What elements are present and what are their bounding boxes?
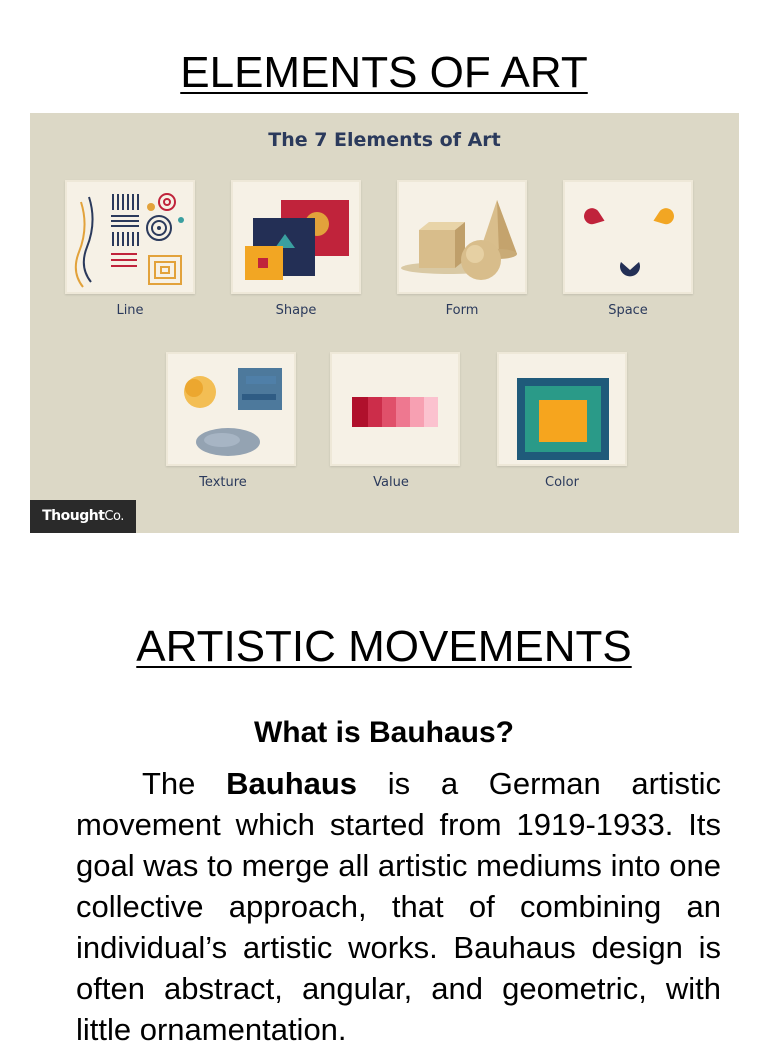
subheading: What is Bauhaus?	[253, 716, 515, 749]
infographic-title: The 7 Elements of Art	[268, 129, 501, 151]
line-card	[65, 180, 195, 294]
element-label-line: Line	[116, 303, 144, 318]
paragraph-lead: The	[142, 766, 196, 801]
texture-illustration-icon	[168, 354, 298, 468]
color-illustration-icon	[499, 354, 629, 468]
space-illustration-icon	[565, 182, 695, 296]
color-card	[497, 352, 627, 466]
value-illustration-icon	[332, 354, 462, 468]
space-card	[563, 180, 693, 294]
value-card	[330, 352, 460, 466]
texture-card	[166, 352, 296, 466]
page-title: ELEMENTS OF ART	[180, 48, 588, 97]
thoughtco-logo: ThoughtCo.	[30, 500, 136, 533]
element-label-texture: Texture	[199, 475, 247, 490]
form-illustration-icon	[399, 182, 529, 296]
element-label-form: Form	[445, 303, 479, 318]
section-heading: ARTISTIC MOVEMENTS	[136, 622, 632, 671]
element-label-color: Color	[545, 475, 579, 490]
line-illustration-icon	[67, 182, 197, 296]
element-label-value: Value	[373, 475, 409, 490]
shape-card	[231, 180, 361, 294]
element-label-shape: Shape	[275, 303, 317, 318]
element-label-space: Space	[608, 303, 648, 318]
paragraph-text: is a German artistic movement which started from 1919-1933. Its goal was to merge all artistic mediums into one collective approach, that of combining an individual’s artistic works. Bauhaus design is often abstract, angular, and geometric, with little ornamentation.	[76, 766, 721, 1047]
elements-of-art-infographic	[30, 113, 739, 533]
paragraph-bold-term: Bauhaus	[226, 766, 358, 801]
form-card	[397, 180, 527, 294]
shape-illustration-icon	[233, 182, 363, 296]
bauhaus-paragraph	[76, 763, 721, 1050]
